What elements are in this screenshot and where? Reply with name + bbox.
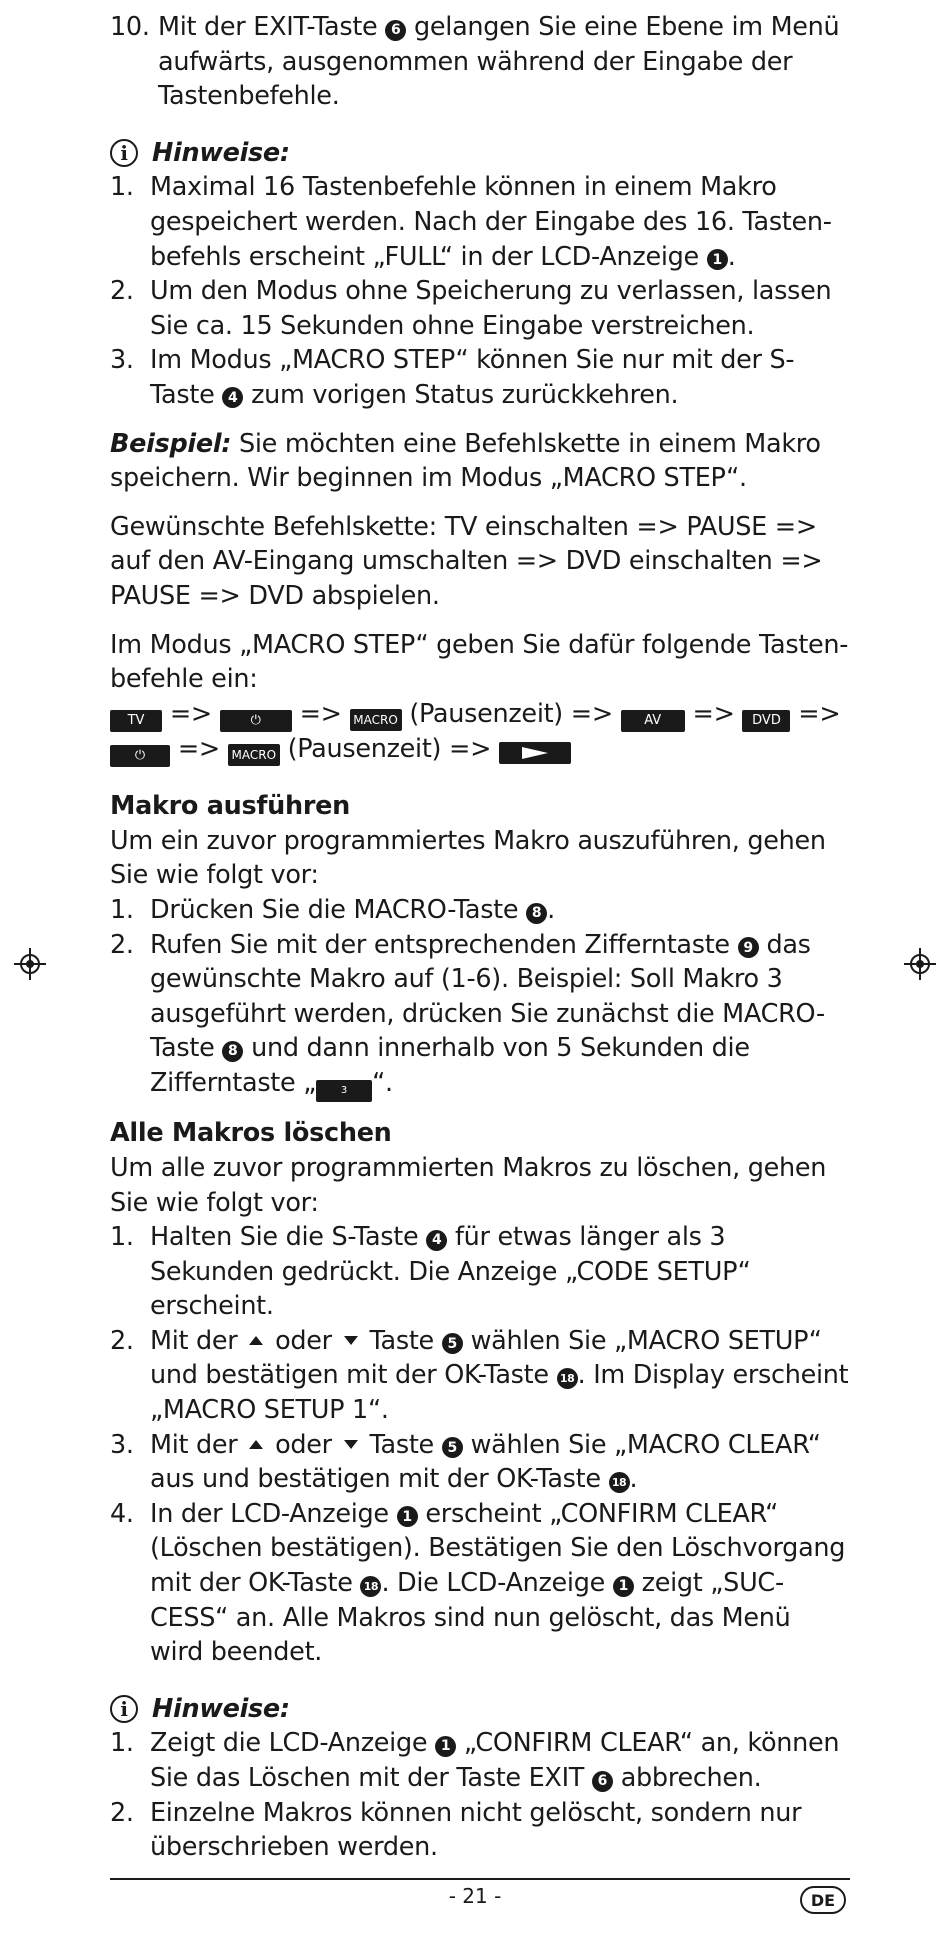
run-list <box>110 893 850 1102</box>
arrow-text: => <box>169 698 212 729</box>
section-heading-clear: Alle Makros löschen <box>110 1118 392 1149</box>
list-number: 3. <box>110 345 134 376</box>
language-badge: DE <box>800 1886 846 1914</box>
reference-badge: 1 <box>397 1506 418 1527</box>
reference-badge: 9 <box>738 937 759 958</box>
hint-list-1 <box>110 170 850 412</box>
list-text: . Im Display erscheint „MACRO SETUP 1“. <box>150 1360 849 1426</box>
pause-text: (Pausenzeit) <box>287 733 442 764</box>
list-item <box>110 1428 850 1497</box>
list-text: und dann innerhalb von 5 Sekunden die Zifferntaste „ <box>150 1033 750 1099</box>
list-item <box>110 1324 850 1428</box>
hint-title: Hinweise: <box>152 137 290 168</box>
list-text: . <box>727 241 736 272</box>
arrow-text: => <box>177 733 220 764</box>
list-text: Taste <box>369 1429 434 1460</box>
list-text: oder <box>275 1325 332 1356</box>
list-number: 1. <box>110 1222 134 1253</box>
list-text: Maximal 16 Tastenbefehle können in einem Makro gespeichert werden. Nach der Eingabe des 16. Tastenbefehls erscheint „FULL“ in der LCD-Anzeige <box>150 172 832 272</box>
play-key-icon <box>499 742 571 764</box>
list-item <box>110 343 850 412</box>
hint-list-2 <box>110 1726 850 1864</box>
reference-badge: 6 <box>592 1771 613 1792</box>
arrow-text: => <box>692 698 735 729</box>
list-item <box>110 893 850 928</box>
list-text: oder <box>275 1429 332 1460</box>
footer-divider <box>110 1878 850 1880</box>
macro-key: MACRO <box>350 709 402 731</box>
arrow-text: => <box>798 698 841 729</box>
reference-badge: 1 <box>613 1576 634 1597</box>
reference-badge: 1 <box>435 1736 456 1757</box>
hint-title: Hinweise: <box>152 1693 290 1724</box>
list-text: Um den Modus ohne Speicherung zu verlassen, lassen Sie ca. 15 Sekunden ohne Eingabe verstreichen. <box>150 276 832 341</box>
list-number: 10. <box>110 12 150 42</box>
list-text: Einzelne Makros können nicht gelöscht, sondern nur überschrieben werden. <box>150 1797 802 1863</box>
list-text: „CONFIRM CLEAR“ an, können Sie das Löschen mit der Taste EXIT <box>150 1728 840 1794</box>
reference-badge: 8 <box>222 1041 243 1062</box>
hint-heading-2 <box>110 1692 850 1727</box>
reference-badge: 4 <box>426 1230 447 1251</box>
list-number: 2. <box>110 276 134 307</box>
run-intro: Um ein zuvor programmiertes Makro auszuführen, gehen Sie wie folgt vor: <box>110 825 826 891</box>
tv-key: TV <box>110 710 162 732</box>
reference-badge: 18 <box>609 1472 630 1493</box>
info-icon: i <box>110 139 138 167</box>
list-text: zeigt „SUCCESS“ an. Alle Makros sind nun gelöscht, das Menü wird beendet. <box>150 1568 791 1668</box>
list-text: das gewünschte Makro auf (1-6). Beispiel: Soll Makro 3 ausgeführt werden, drücken Sie zunächst die MACRO-Taste <box>150 929 825 1064</box>
list-text: Drücken Sie die MACRO-Taste <box>150 895 519 926</box>
info-icon: i <box>110 1695 138 1723</box>
list-text: wählen Sie „MACRO CLEAR“ aus und bestätigen mit der OK-Taste <box>150 1429 821 1495</box>
list-text: abbrechen. <box>620 1763 762 1794</box>
reference-badge: 8 <box>526 903 547 924</box>
list-item <box>110 10 850 114</box>
arrow-text: => <box>449 733 492 764</box>
list-number: 1. <box>110 895 134 926</box>
reference-badge: 1 <box>707 249 728 270</box>
reference-badge: 5 <box>442 1437 463 1458</box>
example-text: Sie möchten eine Befehlskette in einem Makro speichern. Wir beginnen im Modus „MACRO STEP“. <box>110 428 821 494</box>
example-label: Beispiel: <box>110 428 232 459</box>
section-heading-run: Makro ausführen <box>110 791 350 822</box>
digit-key: 3 <box>316 1080 372 1102</box>
up-arrow-icon <box>249 1336 263 1345</box>
macro-key: MACRO <box>228 744 280 766</box>
reference-badge: 18 <box>360 1576 381 1597</box>
page-number: - 21 - <box>448 1884 502 1908</box>
power-key-icon: ⏻ <box>220 710 292 732</box>
list-number: 2. <box>110 1325 134 1356</box>
list-number: 4. <box>110 1498 134 1529</box>
list-text: für etwas länger als 3 Sekunden gedrückt. Die Anzeige „CODE SETUP“ erscheint. <box>150 1222 751 1322</box>
list-text: Im Modus „MACRO STEP“ können Sie nur mit der S-Taste <box>150 345 795 410</box>
list-text: gelangen Sie eine Ebene im Menü aufwärts, ausgenommen während der Eingabe der Tastenbefehle. <box>158 12 840 112</box>
example-paragraph <box>110 427 850 496</box>
clear-list <box>110 1220 850 1670</box>
hint-heading-1 <box>110 136 850 171</box>
list-item <box>110 1726 850 1795</box>
list-item <box>110 928 850 1103</box>
list-text: Halten Sie die S-Taste <box>150 1222 419 1253</box>
list-text: . <box>547 895 555 926</box>
key-sequence <box>110 697 850 768</box>
list-text: Rufen Sie mit der entsprechenden Zifferntaste <box>150 929 730 960</box>
registration-mark-left <box>14 948 46 980</box>
list-number: 2. <box>110 1797 134 1828</box>
list-text: Taste <box>369 1325 434 1356</box>
list-text: zum vorigen Status zurückkehren. <box>251 379 679 410</box>
arrow-text: => <box>299 698 342 729</box>
reference-badge: 6 <box>385 20 406 41</box>
page-content <box>110 10 850 1865</box>
step-10-list <box>110 10 850 114</box>
reference-badge: 18 <box>557 1368 578 1389</box>
list-text: wählen Sie „MACRO SETUP“ und bestätigen mit der OK-Taste <box>150 1325 822 1391</box>
list-text: Mit der EXIT-Taste <box>158 12 378 42</box>
up-arrow-icon <box>249 1440 263 1449</box>
down-arrow-icon <box>344 1336 358 1345</box>
list-text: In der LCD-Anzeige <box>150 1498 389 1529</box>
dvd-key: DVD <box>742 710 790 732</box>
list-number: 3. <box>110 1429 134 1460</box>
av-key: AV <box>621 710 685 732</box>
clear-intro: Um alle zuvor programmierten Makros zu löschen, gehen Sie wie folgt vor: <box>110 1152 827 1218</box>
registration-mark-right <box>904 948 936 980</box>
reference-badge: 4 <box>222 387 243 408</box>
list-item <box>110 1220 850 1324</box>
command-chain: Gewünschte Befehlskette: TV einschalten => PAUSE => auf den AV-Eingang umschalten => DVD einschalten => PAUSE => DVD abspielen. <box>110 511 823 611</box>
pause-text: (Pausenzeit) <box>409 698 563 729</box>
arrow-text: => <box>570 698 613 729</box>
list-item <box>110 1796 850 1865</box>
list-item <box>110 170 850 274</box>
list-text: Mit der <box>150 1325 238 1356</box>
down-arrow-icon <box>344 1440 358 1449</box>
key-sequence-intro: Im Modus „MACRO STEP“ geben Sie dafür folgende Tastenbefehle ein: <box>110 629 849 695</box>
power-key-icon: ⏻ <box>110 745 170 767</box>
list-item <box>110 274 850 343</box>
list-text: . Die LCD-Anzeige <box>381 1568 605 1599</box>
list-text: Zeigt die LCD-Anzeige <box>150 1728 428 1759</box>
list-number: 1. <box>110 1728 134 1759</box>
list-text: Mit der <box>150 1429 238 1460</box>
list-text: . <box>629 1464 638 1495</box>
list-text: erscheint „CONFIRM CLEAR“ (Löschen bestätigen). Bestätigen Sie den Löschvorgang mit der OK-Taste <box>150 1498 846 1599</box>
list-item <box>110 1497 850 1670</box>
list-text: “. <box>372 1068 393 1099</box>
reference-badge: 5 <box>442 1333 463 1354</box>
list-number: 2. <box>110 929 134 960</box>
list-number: 1. <box>110 172 134 203</box>
